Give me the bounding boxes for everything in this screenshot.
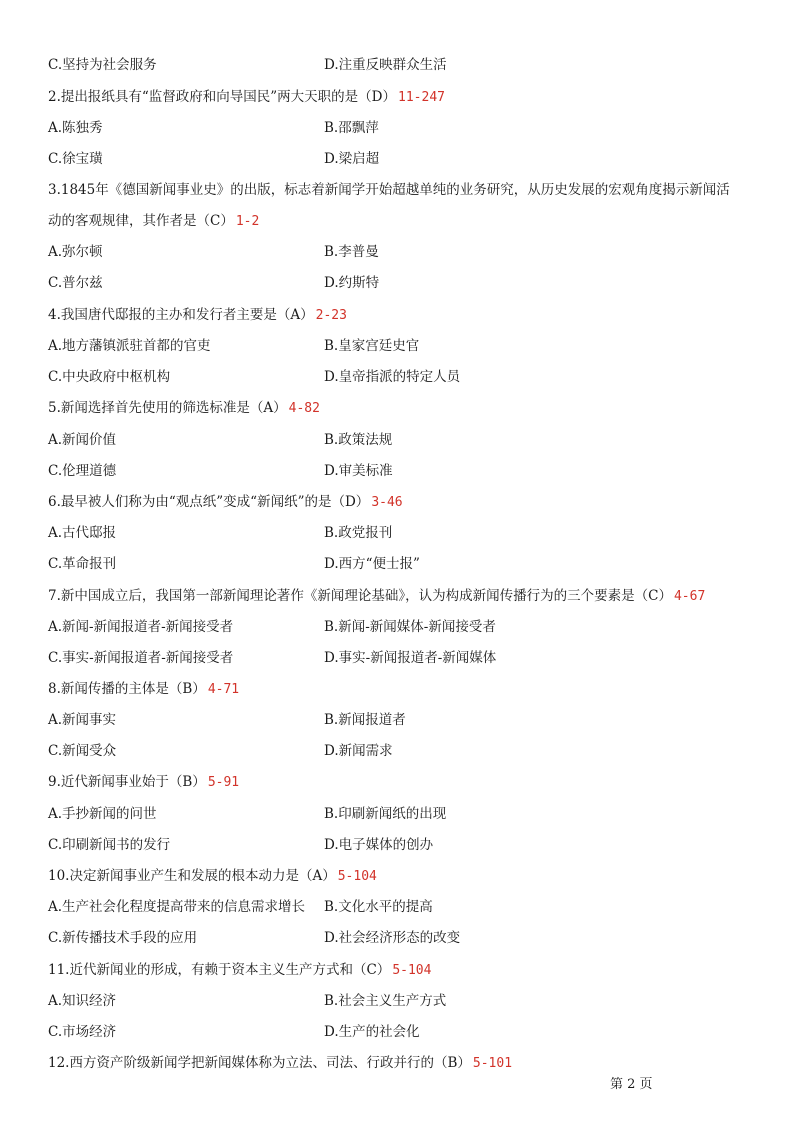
option-right: B.印刷新闻纸的出现 [324,806,447,822]
option-right: D.审美标准 [324,463,393,479]
option-left: A.新闻事实 [48,712,117,728]
option-right: D.约斯特 [324,275,380,291]
option-left: C.伦理道德 [48,463,117,479]
option-left: A.知识经济 [48,993,117,1009]
option-left: C.普尔兹 [48,275,103,291]
page-reference: 5-104 [337,869,377,884]
option-right: B.社会主义生产方式 [324,993,447,1009]
option-row [48,554,748,574]
option-right: D.生产的社会化 [324,1024,420,1040]
option-right: D.社会经济形态的改变 [324,930,461,946]
page-reference: 2-23 [315,308,347,323]
question-text: 8.新闻传播的主体是（B） [48,681,206,697]
option-row [48,430,748,450]
option-right: D.梁启超 [324,151,380,167]
option-left: C.徐宝璜 [48,151,103,167]
page-reference: 3-46 [371,495,403,510]
option-right: D.注重反映群众生活 [324,57,447,73]
question-line [48,398,748,418]
question-line [48,180,748,200]
question-text: 6.最早被人们称为由“观点纸”变成“新闻纸”的是（D） [48,494,370,510]
page-reference: 4-82 [288,401,320,416]
option-row [48,741,748,761]
option-row [48,461,748,481]
option-right: B.新闻报道者 [324,712,406,728]
question-line [48,586,748,606]
question-line [48,1053,748,1073]
option-left: A.生产社会化程度提高带来的信息需求增长 [48,899,306,915]
question-line [48,87,748,107]
option-row [48,55,748,75]
option-right: B.文化水平的提高 [324,899,433,915]
page-reference: 4-71 [207,682,240,697]
option-right: B.李普曼 [324,244,379,260]
question-text: 3.1845年《德国新闻事业史》的出版，标志着新闻学开始超越单纯的业务研究，从历史发展的宏观角度揭示新闻活 [48,182,730,198]
option-left: A.手抄新闻的问世 [48,806,157,822]
option-row [48,648,748,668]
page-reference: 5-104 [392,963,432,978]
option-left: A.弥尔顿 [48,244,103,260]
option-right: D.事实-新闻报道者-新闻媒体 [324,650,497,666]
question-text: 11.近代新闻业的形成，有赖于资本主义生产方式和（C） [48,962,391,978]
option-left: C.新传播技术手段的应用 [48,930,198,946]
option-left: A.地方藩镇派驻首都的官吏 [48,338,211,354]
question-text: 12.西方资产阶级新闻学把新闻媒体称为立法、司法、行政并行的（B） [48,1055,471,1071]
option-row [48,897,748,917]
option-row [48,710,748,730]
option-row [48,118,748,138]
option-row [48,242,748,262]
page-reference: 5-101 [472,1056,513,1071]
option-row [48,523,748,543]
question-line [48,772,748,792]
question-text: 4.我国唐代邸报的主办和发行者主要是（A） [48,307,314,323]
page-number: 第 2 页 [610,1077,653,1092]
option-right: D.皇帝指派的特定人员 [324,369,461,385]
question-text: 9.近代新闻事业始于（B） [48,774,206,790]
option-left: C.革命报刊 [48,556,117,572]
option-row [48,367,748,387]
page-reference: 5-91 [207,775,240,790]
option-row [48,1022,748,1042]
option-left: A.新闻-新闻报道者-新闻接受者 [48,619,234,635]
option-row [48,804,748,824]
page-reference: 1-2 [235,214,260,229]
option-left: C.中央政府中枢机构 [48,369,171,385]
option-left: C.市场经济 [48,1024,117,1040]
question-line [48,679,748,699]
option-right: B.邵飘萍 [324,120,379,136]
option-right: B.政党报刊 [324,525,393,541]
question-text: 2.提出报纸具有“监督政府和向导国民”两大天职的是（D） [48,89,397,105]
option-right: B.新闻-新闻媒体-新闻接受者 [324,619,496,635]
option-left: C.坚持为社会服务 [48,57,157,73]
option-row [48,273,748,293]
option-right: D.新闻需求 [324,743,393,759]
option-left: C.印刷新闻书的发行 [48,837,171,853]
option-left: A.古代邸报 [48,525,117,541]
question-line [48,960,748,980]
option-row [48,336,748,356]
option-row [48,617,748,637]
question-text: 7.新中国成立后，我国第一部新闻理论著作《新闻理论基础》，认为构成新闻传播行为的三个要素是（C） [48,588,672,604]
page-reference: 4-67 [673,589,706,604]
question-text: 5.新闻选择首先使用的筛选标准是（A） [48,400,287,416]
option-left: A.新闻价值 [48,432,117,448]
question-line [48,305,748,325]
question-line [48,211,748,231]
option-row [48,149,748,169]
question-line [48,492,748,512]
option-left: C.事实-新闻报道者-新闻接受者 [48,650,234,666]
question-text: 动的客观规律，其作者是（C） [48,213,234,229]
option-left: A.陈独秀 [48,120,103,136]
option-right: B.政策法规 [324,432,393,448]
page-reference: 11-247 [398,90,445,105]
question-text: 10.决定新闻事业产生和发展的根本动力是（A） [48,868,336,884]
option-left: C.新闻受众 [48,743,117,759]
option-right: D.西方“便士报” [324,556,420,572]
option-row [48,991,748,1011]
option-right: D.电子媒体的创办 [324,837,434,853]
option-row [48,928,748,948]
option-right: B.皇家宫廷史官 [324,338,420,354]
question-line [48,866,748,886]
option-row [48,835,748,855]
